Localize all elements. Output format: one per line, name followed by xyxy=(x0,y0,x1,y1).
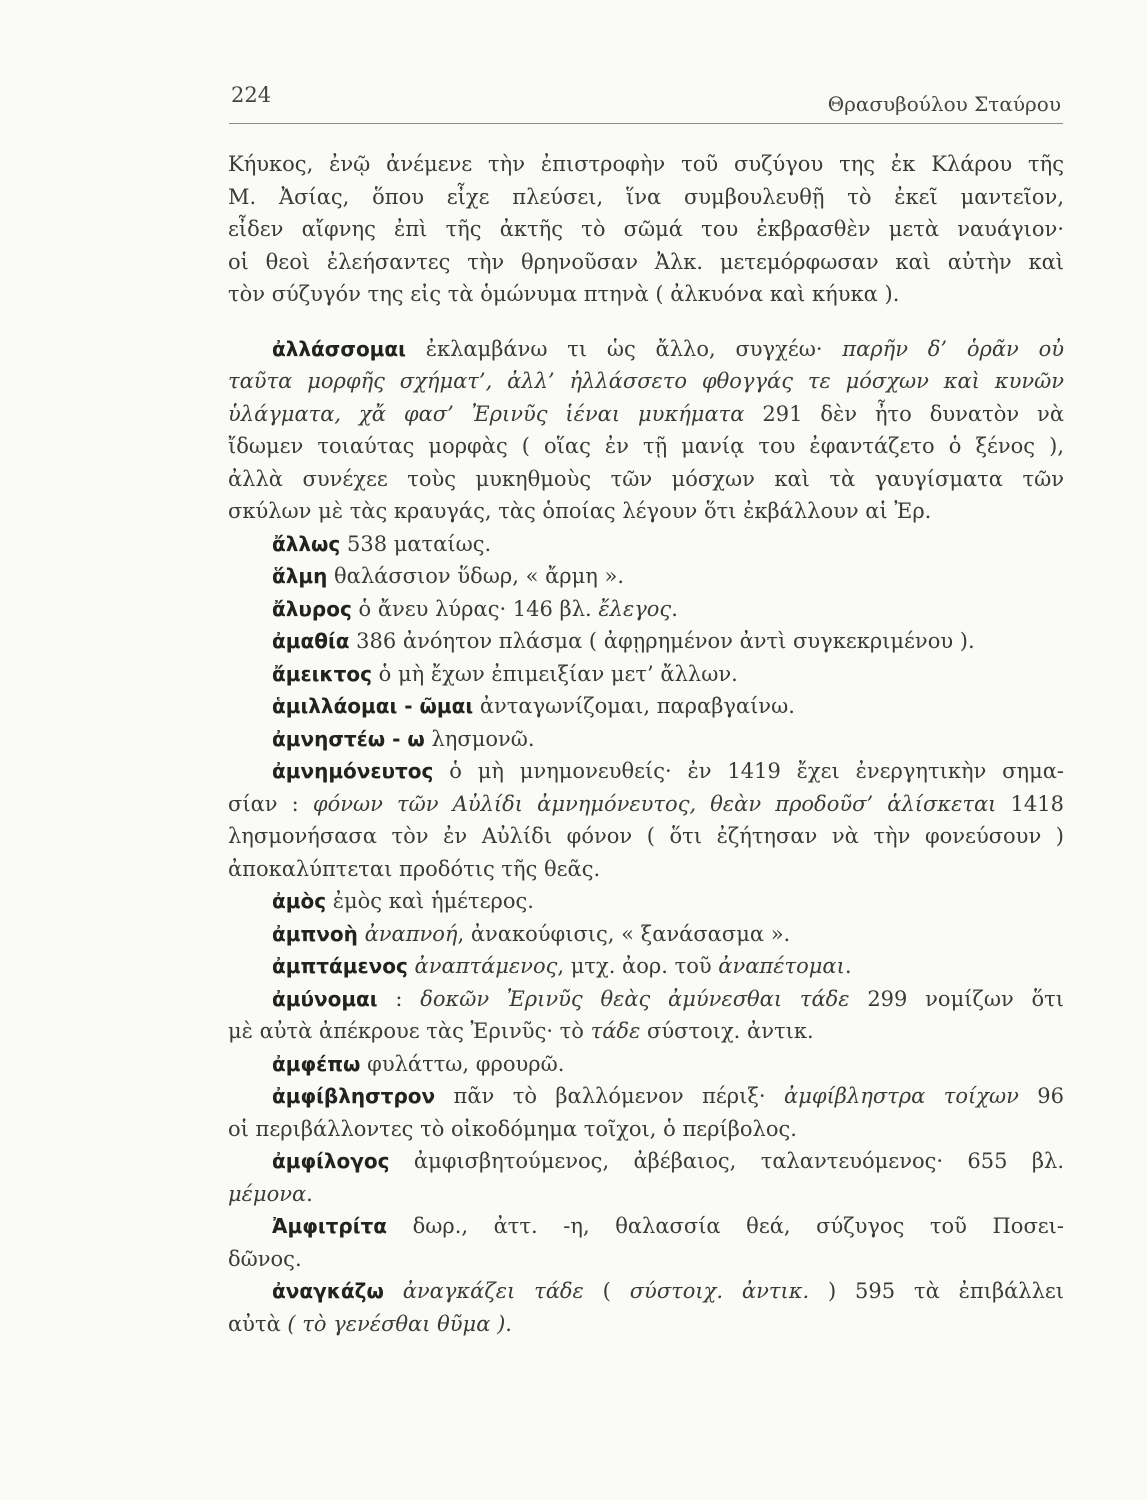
definition: δῶνος. xyxy=(228,1246,302,1271)
quotation: ( τὸ γενέσθαι θῦμα ) xyxy=(287,1311,506,1336)
definition: ὁ ἄνευ λύρας· 146 βλ. xyxy=(351,596,599,621)
text-line xyxy=(228,463,1064,496)
definition: σίαν : xyxy=(228,791,313,816)
definition: ἀνταγωνίζομαι, παραβγαίνω. xyxy=(473,694,795,718)
definition: 538 ματαίως. xyxy=(340,531,492,556)
definition: φυλάττω, φρουρῶ. xyxy=(360,1051,565,1076)
definition: ἐμὸς καὶ ἡμέτερος. xyxy=(326,889,534,913)
cross-reference: ἔλεγος xyxy=(598,596,672,621)
text-line: εἶδεν αἴφνης ἐπὶ τῆς ἀκτῆς τὸ σῶμά του ἐκβρασθὲν μετὰ ναυάγιον· xyxy=(228,217,1064,241)
entry-amptamenos xyxy=(228,950,1064,983)
headword: ἁμιλλάομαι - ῶμαι xyxy=(272,694,474,718)
text-line xyxy=(228,1048,1064,1081)
entry-amnesteo xyxy=(228,723,1064,756)
text-line xyxy=(228,398,1064,431)
text-line xyxy=(228,950,1064,983)
text-line xyxy=(228,1113,1064,1146)
text-line xyxy=(228,560,1064,593)
entry-amynomai xyxy=(228,983,1064,1048)
headword: Ἀμφιτρίτα xyxy=(272,1214,388,1238)
text-line: Μ. Ἀσίας, ὅπου εἶχε πλεύσει, ἵνα συμβουλευθῇ τὸ ἐκεῖ μαντεῖον, xyxy=(228,184,1064,209)
headword: ἀμπτάμενος xyxy=(272,954,408,978)
running-title: Θρασυβούλου Σταύρου xyxy=(827,92,1061,116)
definition: 299 νομίζων ὅτι xyxy=(849,986,1064,1011)
entry-ameiktos xyxy=(228,658,1064,691)
entry-amnemoneutos xyxy=(228,755,1064,885)
text-line xyxy=(228,658,1064,691)
entry-ampnoe xyxy=(228,918,1064,951)
entry-alyros xyxy=(228,593,1064,626)
text-line xyxy=(228,755,1064,788)
headword: ἀμφίλογος xyxy=(272,1149,390,1173)
definition: . xyxy=(505,1311,512,1336)
definition: 1418 xyxy=(996,791,1064,816)
quotation: παρῆν δ’ ὁρᾶν οὐ xyxy=(842,336,1064,361)
entry-anankazo xyxy=(228,1275,1064,1340)
definition: ὁ μὴ ἔχων ἐπιμειξίαν μετ’ ἄλλων. xyxy=(371,661,738,686)
headword: ἀμνηστέω - ω xyxy=(272,726,425,751)
definition: , μτχ. ἀορ. τοῦ xyxy=(557,954,719,978)
text-line xyxy=(228,1210,1064,1243)
text-line xyxy=(228,365,1064,398)
text-line xyxy=(228,1015,1064,1048)
definition: . xyxy=(306,1181,313,1206)
quotation: δοκῶν Ἐρινῦς θεὰς ἀμύνεσθαι τάδε xyxy=(420,986,850,1011)
headword: ἅλμη xyxy=(272,564,328,588)
text-line: οἱ θεοὶ ἐλεήσαντες τὴν θρηνοῦσαν Ἀλκ. μετεμόρφωσαν καὶ αὐτὴν καὶ xyxy=(228,249,1064,274)
definition: οἱ περιβάλλοντες τὸ οἰκοδόμημα τοῖχοι, ὁ περίβολος. xyxy=(228,1116,797,1141)
entry-amphilogos xyxy=(228,1145,1064,1210)
definition: ὁ μὴ μνημονευθείς· ἐν 1419 ἔχει ἐνεργητικὴν σημα- xyxy=(433,759,1064,783)
definition: : xyxy=(377,986,421,1011)
text-line: τὸν σύζυγόν της εἰς τὰ ὁμώνυμα πτηνὰ ( ἀλκυόνα καὶ κήυκα ). xyxy=(228,282,900,306)
continuation-paragraph xyxy=(228,148,1064,311)
headword: ἀμύνομαι xyxy=(272,986,378,1011)
text-line xyxy=(228,625,1064,658)
entry-amos xyxy=(228,885,1064,918)
text-line: Κήυκος, ἐνῷ ἀνέμενε τὴν ἐπιστροφὴν τοῦ συζύγου της ἐκ Κλάρου τῆς xyxy=(228,152,1064,176)
glossary-body xyxy=(228,148,1064,1340)
headword: ἀλλάσσομαι xyxy=(272,336,406,361)
entry-amphiblestron xyxy=(228,1080,1064,1145)
quotation: φόνων τῶν Αὐλίδι ἀμνημόνευτος, θεὰν προδοῦσ’ ἁλίσκεται xyxy=(312,791,997,816)
headword: ἀμνημόνευτος xyxy=(272,759,434,783)
definition: ἴδωμεν τοιαύτας μορφὰς ( οἵας ἐν τῇ μανίᾳ του ἐφαντάζετο ὁ ξένος ), xyxy=(228,434,1064,458)
headword: ἀμαθία xyxy=(272,629,350,653)
definition: λησμονῶ. xyxy=(424,726,535,751)
entry-halme xyxy=(228,560,1064,593)
text-line xyxy=(228,1308,1064,1341)
definition: λησμονήσασα τὸν ἐν Αὐλίδι φόνον ( ὅτι ἐζήτησαν νὰ τὴν φονεύσουν ) xyxy=(228,824,1064,848)
headword: ἀμφέπω xyxy=(272,1051,361,1076)
definition: 291 δὲν ἦτο δυνατὸν νὰ xyxy=(744,401,1064,426)
definition: 386 ἀνόητον πλάσμα ( ἀφῃρημένον ἀντὶ συγκεκριμένου ). xyxy=(349,629,975,653)
text-line xyxy=(228,885,1064,918)
text-line xyxy=(228,593,1064,626)
gloss-form: ἀναπτάμενος xyxy=(407,954,558,978)
text-line xyxy=(228,495,1064,528)
text-line xyxy=(228,1275,1064,1308)
definition: ἐκλαμβάνω τι ὡς ἄλλο, συγχέω· xyxy=(405,336,843,361)
entry-allos xyxy=(228,528,1064,561)
page-number: 224 xyxy=(231,83,272,107)
text-line xyxy=(228,333,1064,366)
gloss-form: ἀναπέτομαι xyxy=(718,954,845,978)
headword: ἀμὸς xyxy=(272,889,327,913)
quotation: ταῦτα μορφῆς σχήματ’, ἀλλ’ ἠλλάσσετο φθογγάς τε μόσχων καὶ κυνῶν xyxy=(228,369,1064,393)
entry-amathia xyxy=(228,625,1064,658)
headword: ἀναγκάζω xyxy=(272,1279,384,1303)
definition: δωρ., ἀττ. -η, θαλασσία θεά, σύζυγος τοῦ Ποσει- xyxy=(387,1214,1064,1238)
text-line xyxy=(228,918,1064,951)
text-line xyxy=(228,723,1064,756)
headword: ἀμπνοὴ xyxy=(272,921,358,946)
entry-amphepo xyxy=(228,1048,1064,1081)
definition: ἀμφισβητούμενος, ἀβέβαιος, ταλαντευόμενος· 655 βλ. xyxy=(389,1149,1064,1173)
definition: , ἀνακούφισις, « ξανάσασμα ». xyxy=(457,921,791,946)
text-line xyxy=(228,430,1064,463)
definition: αὐτὰ xyxy=(228,1311,288,1336)
definition: 96 xyxy=(1018,1084,1064,1108)
quotation: ἀναγκάζει τάδε xyxy=(383,1279,584,1303)
definition: ( xyxy=(583,1279,630,1303)
definition: θαλάσσιον ὕδωρ, « ἄρμη ». xyxy=(327,564,625,588)
header-rule xyxy=(229,123,1063,124)
quotation: σύστοιχ. ἀντικ. xyxy=(629,1279,810,1303)
text-line xyxy=(228,983,1064,1016)
headword: ἀμφίβληστρον xyxy=(272,1084,436,1108)
quotation: ὑλάγματα, χἄ φασ’ Ἐρινῦς ἱέναι μυκήματα xyxy=(228,401,745,426)
text-line xyxy=(228,788,1064,821)
definition: ἀλλὰ συνέχεε τοὺς μυκηθμοὺς τῶν μόσχων καὶ τὰ γαυγίσματα τῶν xyxy=(228,466,1064,491)
text-line xyxy=(228,690,1064,723)
definition: μὲ αὐτὰ ἀπέκρουε τὰς Ἐρινῦς· τὸ xyxy=(228,1019,591,1043)
headword: ἄμεικτος xyxy=(272,661,372,686)
definition: σκύλων μὲ τὰς κραυγάς, τὰς ὁποίας λέγουν ὅτι ἐκβάλλουν αἱ Ἐρ. xyxy=(228,499,932,523)
definition: σύστοιχ. ἀντικ. xyxy=(640,1019,814,1043)
gloss-form: ἀναπνοή xyxy=(357,921,458,946)
headword: ἄλλως xyxy=(272,531,341,556)
entry-hamillaomai xyxy=(228,690,1064,723)
definition: ) 595 τὰ ἐπιβάλλει xyxy=(809,1279,1064,1303)
entry-allassomai xyxy=(228,333,1064,528)
definition: ἀποκαλύπτεται προδότις τῆς θεᾶς. xyxy=(228,856,601,881)
text-line xyxy=(228,1080,1064,1113)
text-line xyxy=(228,1145,1064,1178)
quotation: ἀμφίβληστρα τοίχων xyxy=(784,1084,1019,1108)
text-line xyxy=(228,528,1064,561)
text-line xyxy=(228,1178,1064,1211)
text-line xyxy=(228,853,1064,886)
definition: πᾶν τὸ βαλλόμενον πέριξ· xyxy=(435,1084,785,1108)
definition: . xyxy=(671,596,678,621)
definition: . xyxy=(844,954,852,978)
entry-amphitrita xyxy=(228,1210,1064,1275)
quotation: τάδε xyxy=(590,1019,641,1043)
text-line xyxy=(228,1243,1064,1276)
text-line xyxy=(228,820,1064,853)
cross-reference: μέμονα xyxy=(228,1181,307,1206)
headword: ἄλυρος xyxy=(272,596,352,621)
